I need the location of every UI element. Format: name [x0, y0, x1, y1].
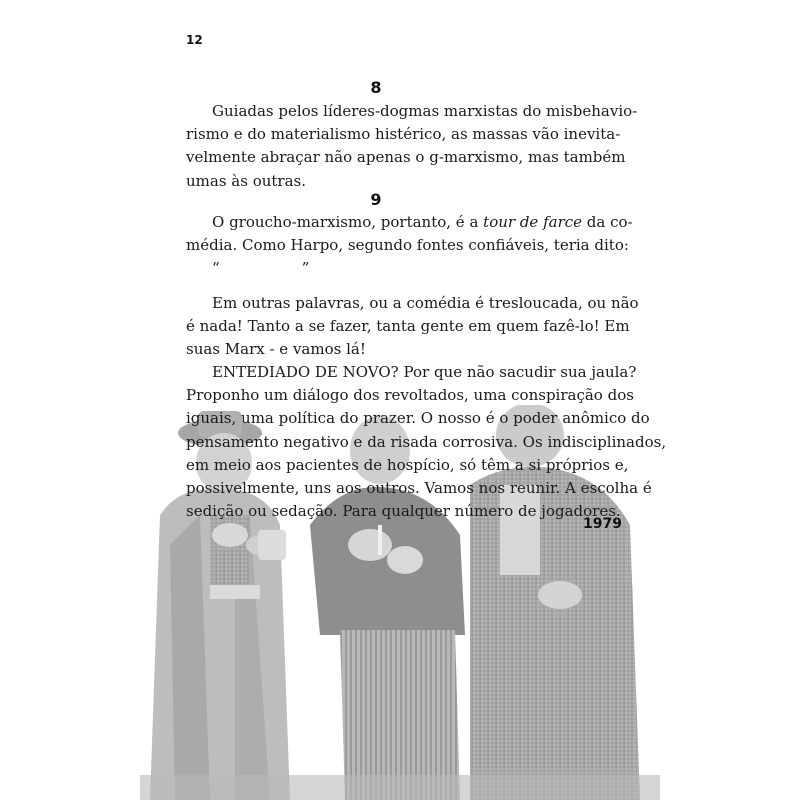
open-quote: “: [212, 259, 220, 278]
section-8-paragraph: [186, 100, 638, 193]
text-segment: da co-: [582, 213, 633, 231]
text-line: possivelmente, uns aos outros. Vamos nos reunir. A escolha é: [186, 479, 652, 498]
year-signature: 1979: [583, 516, 622, 532]
text-line: suas Marx - e vamos lá!: [186, 340, 366, 359]
paragraph-1: [186, 292, 639, 362]
text-line: [186, 211, 633, 234]
text-line: é nada! Tanto a se fazer, tanta gente em quem fazê-lo! Em: [186, 317, 630, 336]
text-line: velmente abraçar não apenas o g-marxismo, mas também: [186, 148, 626, 167]
text-line: sedição ou sedação. Para qualquer número de jogadores.: [186, 502, 621, 521]
section-number-8: 8: [370, 78, 382, 97]
text-segment: O groucho-marxismo, portanto, é a: [212, 213, 484, 231]
text-line: Proponho um diálogo dos revoltados, uma conspiração dos: [186, 386, 634, 405]
text-line: iguais, uma política do prazer. O nosso é o poder anômico do: [186, 409, 650, 428]
quote-line: [186, 257, 620, 280]
section-number-9: 9: [370, 190, 382, 209]
text-line: média. Como Harpo, segundo fontes confiáveis, teria dito:: [186, 236, 629, 255]
text-line: em meio aos pacientes de hospício, só têm a si próprios e,: [186, 455, 629, 474]
italic-phrase: tour de farce: [483, 213, 583, 231]
section-9-paragraph: [186, 211, 633, 281]
text-line: umas às outras.: [186, 171, 306, 190]
text-line: rismo e do materialismo histérico, as massas vão inevita-: [186, 125, 621, 144]
text-line: Em outras palavras, ou a comédia é tresloucada, ou não: [212, 294, 639, 312]
page-number: 12: [186, 33, 203, 47]
paragraph-2: [186, 361, 667, 523]
text-line: ENTEDIADO DE NOVO? Por que não sacudir sua jaula?: [212, 363, 637, 381]
close-quote: ”: [301, 259, 310, 278]
text-line: Guiadas pelos líderes-dogmas marxistas do misbehavio-: [212, 102, 638, 120]
text-line: pensamento negativo e da risada corrosiva. Os indisciplinados,: [186, 432, 667, 451]
